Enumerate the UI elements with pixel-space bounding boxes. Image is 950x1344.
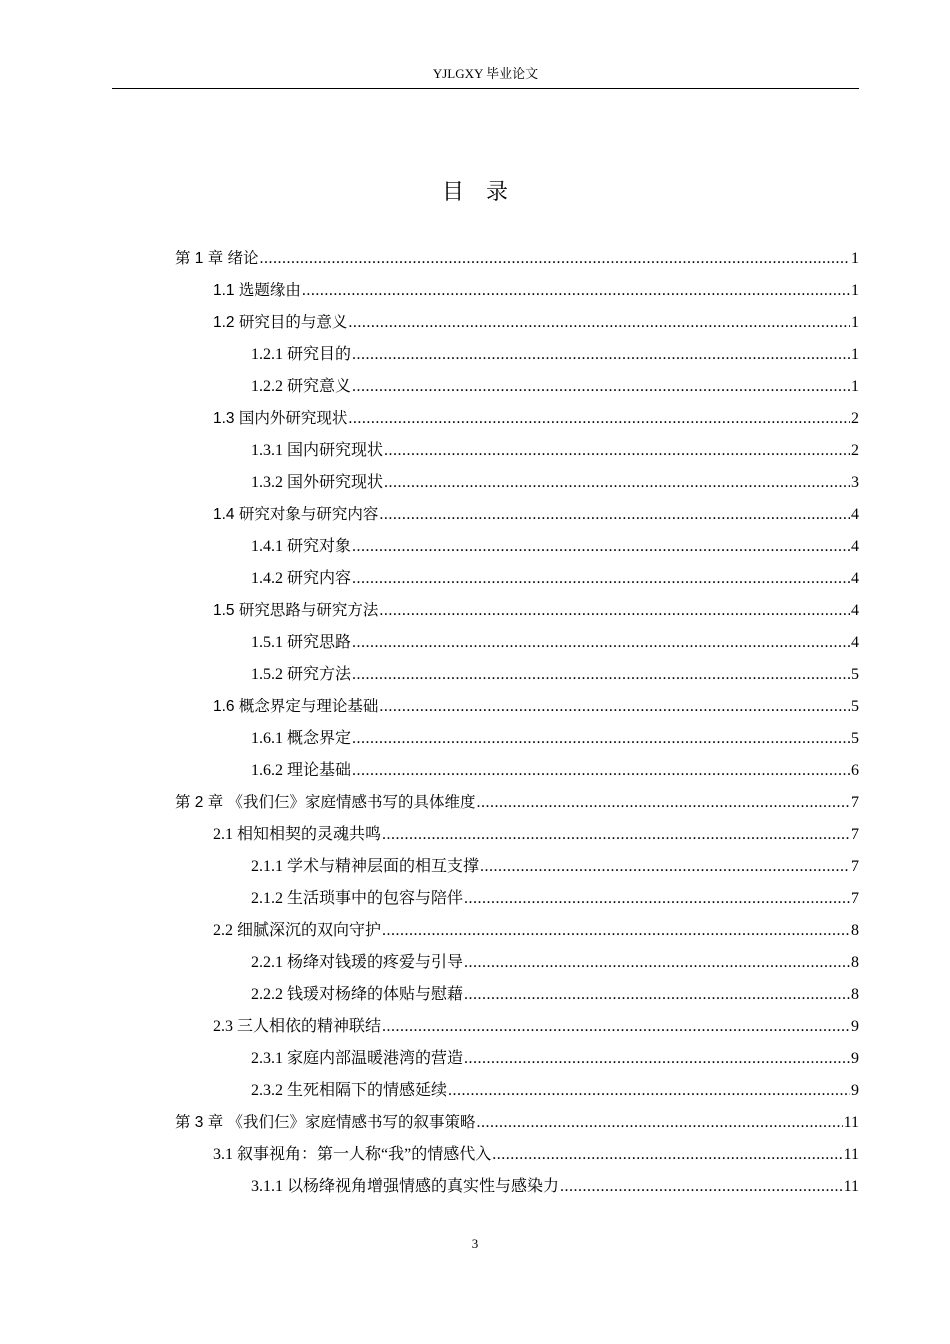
toc-leader-dots — [382, 819, 850, 851]
toc-entry[interactable] — [251, 1075, 859, 1107]
toc-entry-page: 2 — [851, 442, 859, 459]
toc-entry[interactable] — [213, 595, 859, 627]
toc-entry[interactable] — [251, 755, 859, 787]
toc-entry[interactable] — [251, 467, 859, 499]
toc-entry-page: 1 — [851, 282, 859, 299]
toc-entry[interactable] — [251, 371, 859, 403]
toc-entry-page: 7 — [851, 794, 859, 811]
toc-leader-dots — [477, 1107, 843, 1139]
toc-entry-label: 1.4.1 研究对象 — [251, 538, 352, 555]
toc-entry[interactable] — [213, 819, 859, 851]
toc-entry-page: 9 — [851, 1018, 859, 1035]
toc-leader-dots — [384, 467, 850, 499]
toc-leader-dots — [464, 947, 850, 979]
toc-entry-page: 6 — [851, 762, 859, 779]
toc-entry[interactable] — [213, 1139, 859, 1171]
toc-entry-page: 5 — [851, 698, 859, 715]
toc-entry-page: 7 — [851, 890, 859, 907]
toc-entry[interactable] — [175, 787, 859, 819]
toc-leader-dots — [477, 787, 850, 819]
toc-entry-page: 1 — [851, 250, 859, 267]
toc-entry-label: 1.6.2 理论基础 — [251, 762, 352, 779]
toc-entry[interactable] — [213, 403, 859, 435]
toc-entry[interactable] — [213, 915, 859, 947]
toc-entry-page: 1 — [851, 346, 859, 363]
toc-entry-page: 9 — [851, 1050, 859, 1067]
toc-entry-label: 3.1.1 以杨绛视角增强情感的真实性与感染力 — [251, 1178, 560, 1195]
toc-entry-label: 2.3.2 生死相隔下的情感延续 — [251, 1082, 448, 1099]
toc-entry-label: 第 3 章 《我们仨》家庭情感书写的叙事策略 — [175, 1114, 476, 1131]
toc-entry-label: 第 2 章 《我们仨》家庭情感书写的具体维度 — [175, 794, 476, 811]
toc-entry-label: 1.1 选题缘由 — [213, 282, 301, 299]
toc-entry-label: 2.2.2 钱瑗对杨绛的体贴与慰藉 — [251, 986, 464, 1003]
toc-entry[interactable] — [213, 499, 859, 531]
toc-leader-dots — [352, 371, 850, 403]
toc-entry-label: 第 1 章 绪论 — [175, 250, 259, 267]
toc-entry[interactable] — [213, 307, 859, 339]
toc-entry-page: 1 — [851, 378, 859, 395]
toc-entry-label: 2.1.2 生活琐事中的包容与陪伴 — [251, 890, 464, 907]
toc-entry-label: 1.2.1 研究目的 — [251, 346, 352, 363]
toc-leader-dots — [560, 1171, 843, 1203]
toc-entry[interactable] — [251, 659, 859, 691]
toc-entry-page: 3 — [851, 474, 859, 491]
toc-leader-dots — [448, 1075, 850, 1107]
toc-entry-page: 7 — [851, 826, 859, 843]
toc-leader-dots — [464, 1043, 850, 1075]
toc-entry-page: 8 — [851, 986, 859, 1003]
toc-entry[interactable] — [251, 435, 859, 467]
toc-leader-dots — [348, 307, 850, 339]
toc-leader-dots — [382, 915, 850, 947]
toc-leader-dots — [352, 627, 850, 659]
toc-entry-label: 1.2 研究目的与意义 — [213, 314, 348, 331]
toc-leader-dots — [379, 691, 850, 723]
toc-entry-page: 4 — [851, 570, 859, 587]
toc-entry-label: 1.5.2 研究方法 — [251, 666, 352, 683]
toc-leader-dots — [352, 531, 850, 563]
toc-entry-page: 11 — [843, 1114, 859, 1131]
toc-leader-dots — [352, 755, 850, 787]
toc-entry-label: 1.6.1 概念界定 — [251, 730, 352, 747]
toc-entry-page: 4 — [851, 538, 859, 555]
toc-entry-label: 1.6 概念界定与理论基础 — [213, 698, 379, 715]
toc-entry-page: 8 — [851, 954, 859, 971]
toc-entry[interactable] — [175, 1107, 859, 1139]
header-text: YJLGXY 毕业论文 — [432, 66, 539, 81]
toc-entry[interactable] — [251, 531, 859, 563]
toc-leader-dots — [492, 1139, 842, 1171]
toc-entry[interactable] — [213, 275, 859, 307]
toc-leader-dots — [384, 435, 850, 467]
toc-entry-label: 2.2 细腻深沉的双向守护 — [213, 922, 382, 939]
toc-leader-dots — [379, 595, 850, 627]
toc-entry-label: 1.5.1 研究思路 — [251, 634, 352, 651]
toc-leader-dots — [480, 851, 850, 883]
toc-leader-dots — [379, 499, 850, 531]
toc-title: 目录 — [441, 179, 530, 204]
toc-entry-label: 1.5 研究思路与研究方法 — [213, 602, 379, 619]
toc-entry-page: 5 — [851, 666, 859, 683]
toc-leader-dots — [352, 339, 850, 371]
toc-leader-dots — [352, 723, 850, 755]
toc-leader-dots — [260, 243, 850, 275]
toc-entry-label: 2.3.1 家庭内部温暖港湾的营造 — [251, 1050, 464, 1067]
toc-entry-page: 1 — [851, 314, 859, 331]
toc-entry-label: 1.2.2 研究意义 — [251, 378, 352, 395]
toc-entry-page: 9 — [851, 1082, 859, 1099]
toc-entry-label: 1.4 研究对象与研究内容 — [213, 506, 379, 523]
toc-entry-page: 2 — [851, 410, 859, 427]
toc-entry-page: 4 — [851, 506, 859, 523]
toc-leader-dots — [348, 403, 850, 435]
toc-entry[interactable] — [251, 723, 859, 755]
toc-entry[interactable] — [251, 883, 859, 915]
toc-entry-page: 8 — [851, 922, 859, 939]
toc-entry-page: 11 — [843, 1178, 859, 1195]
toc-entry-page: 7 — [851, 858, 859, 875]
toc-entry-label: 2.2.1 杨绛对钱瑗的疼爱与引导 — [251, 954, 464, 971]
toc-entry[interactable] — [251, 947, 859, 979]
toc-entry-label: 1.3.2 国外研究现状 — [251, 474, 384, 491]
toc-entry-label: 2.1.1 学术与精神层面的相互支撑 — [251, 858, 480, 875]
toc-entry-label: 1.3.1 国内研究现状 — [251, 442, 384, 459]
toc-entry-label: 1.4.2 研究内容 — [251, 570, 352, 587]
toc-entry[interactable] — [251, 851, 859, 883]
page-number: 3 — [471, 1236, 479, 1251]
toc-entry[interactable] — [251, 979, 859, 1011]
toc-entry-label: 3.1 叙事视角：第一人称“我”的情感代入 — [213, 1146, 492, 1163]
toc-entry[interactable] — [213, 1011, 859, 1043]
toc-entry-label: 2.3 三人相依的精神联结 — [213, 1018, 382, 1035]
toc-entry-label: 1.3 国内外研究现状 — [213, 410, 348, 427]
toc-entry[interactable] — [251, 1171, 859, 1203]
toc-leader-dots — [352, 659, 850, 691]
toc-entry-page: 4 — [851, 634, 859, 651]
toc-leader-dots — [302, 275, 850, 307]
toc-entry-page: 5 — [851, 730, 859, 747]
toc-leader-dots — [382, 1011, 850, 1043]
toc-entry[interactable] — [251, 627, 859, 659]
toc-entry[interactable] — [175, 243, 859, 275]
toc-entry-label: 2.1 相知相契的灵魂共鸣 — [213, 826, 382, 843]
toc-entry[interactable] — [251, 563, 859, 595]
toc-leader-dots — [464, 979, 850, 1011]
page-header — [112, 64, 859, 89]
toc-entry[interactable] — [251, 339, 859, 371]
toc-entry[interactable] — [213, 691, 859, 723]
toc-leader-dots — [464, 883, 850, 915]
toc-leader-dots — [352, 563, 850, 595]
toc-entry[interactable] — [251, 1043, 859, 1075]
toc-entry-page: 4 — [851, 602, 859, 619]
toc-entry-page: 11 — [843, 1146, 859, 1163]
